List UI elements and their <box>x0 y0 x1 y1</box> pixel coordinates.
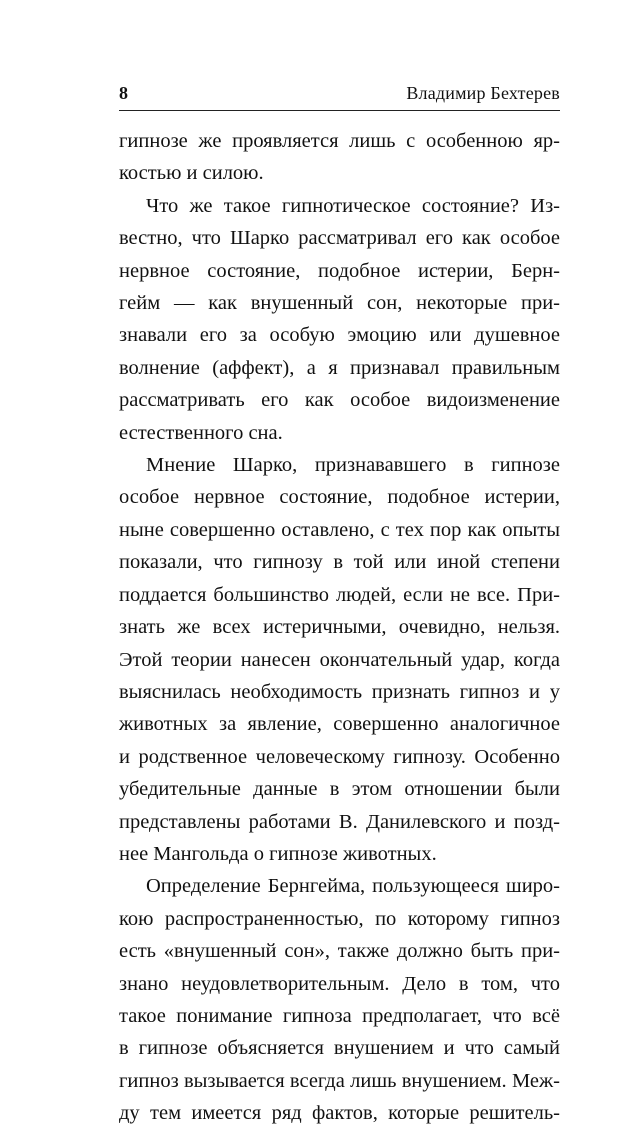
text-line: ду тем имеется ряд фактов, которые решитель- <box>119 1102 560 1125</box>
text-line: Мнение Шарко, признававшего в гипнозе <box>146 454 560 477</box>
text-line: нее Мангольда о гипнозе животных. <box>119 842 437 865</box>
text-line: естественного сна. <box>119 421 283 444</box>
text-line: Что же такое гипнотическое состояние? Из- <box>146 194 560 217</box>
text-line: поддается большинство людей, если не все. При- <box>119 583 560 606</box>
text-line: знано неудовлетворительным. Дело в том, что <box>119 972 560 995</box>
text-line: такое понимание гипноза предполагает, что всё <box>119 1004 560 1027</box>
text-line: ныне совершенно оставлено, с тех пор как опыты <box>119 518 560 541</box>
text-line: рассматривать его как особое видоизменение <box>119 389 560 412</box>
text-line: костью и силою. <box>119 162 264 185</box>
text-line: убедительные данные в этом отношении были <box>119 778 560 801</box>
body-text <box>119 125 560 1130</box>
text-line: волнение (аффект), а я признавал правильным <box>119 356 560 379</box>
text-line: гейм — как внушенный сон, некоторые при- <box>119 292 560 315</box>
page-number: 8 <box>119 83 128 103</box>
text-line: и родственное человеческому гипнозу. Особенно <box>119 745 560 768</box>
text-line: кою распространенностью, по которому гипноз <box>119 907 560 930</box>
text-line: представлены работами В. Данилевского и позд- <box>119 810 560 833</box>
text-line: гипнозе же проявляется лишь с особенною яр- <box>119 130 560 152</box>
text-line: выяснилась необходимость признать гипноз и у <box>119 680 560 703</box>
header-rule <box>119 110 560 111</box>
text-line: показали, что гипнозу в той или иной степени <box>119 551 560 574</box>
page-header <box>119 82 560 108</box>
running-head: Владимир Бехтерев <box>406 83 560 103</box>
text-line: Определение Бернгейма, пользующееся широ- <box>146 875 560 898</box>
text-line: нервное состояние, подобное истерии, Берн- <box>119 259 560 282</box>
text-line: Этой теории нанесен окончательный удар, когда <box>119 648 560 671</box>
text-line: вестно, что Шарко рассматривал его как особое <box>119 227 560 250</box>
text-line: животных за явление, совершенно аналогичное <box>119 713 560 736</box>
text-line: знавали его за особую эмоцию или душевное <box>119 324 560 347</box>
text-line: в гипнозе объясняется внушением и что самый <box>119 1037 560 1060</box>
text-line: гипноз вызывается всегда лишь внушением. Меж- <box>119 1069 560 1092</box>
text-line: есть «внушенный сон», также должно быть при- <box>119 940 560 963</box>
text-line: знать же всех истеричными, очевидно, нельзя. <box>119 616 560 639</box>
text-line: особое нервное состояние, подобное истерии, <box>119 486 560 509</box>
